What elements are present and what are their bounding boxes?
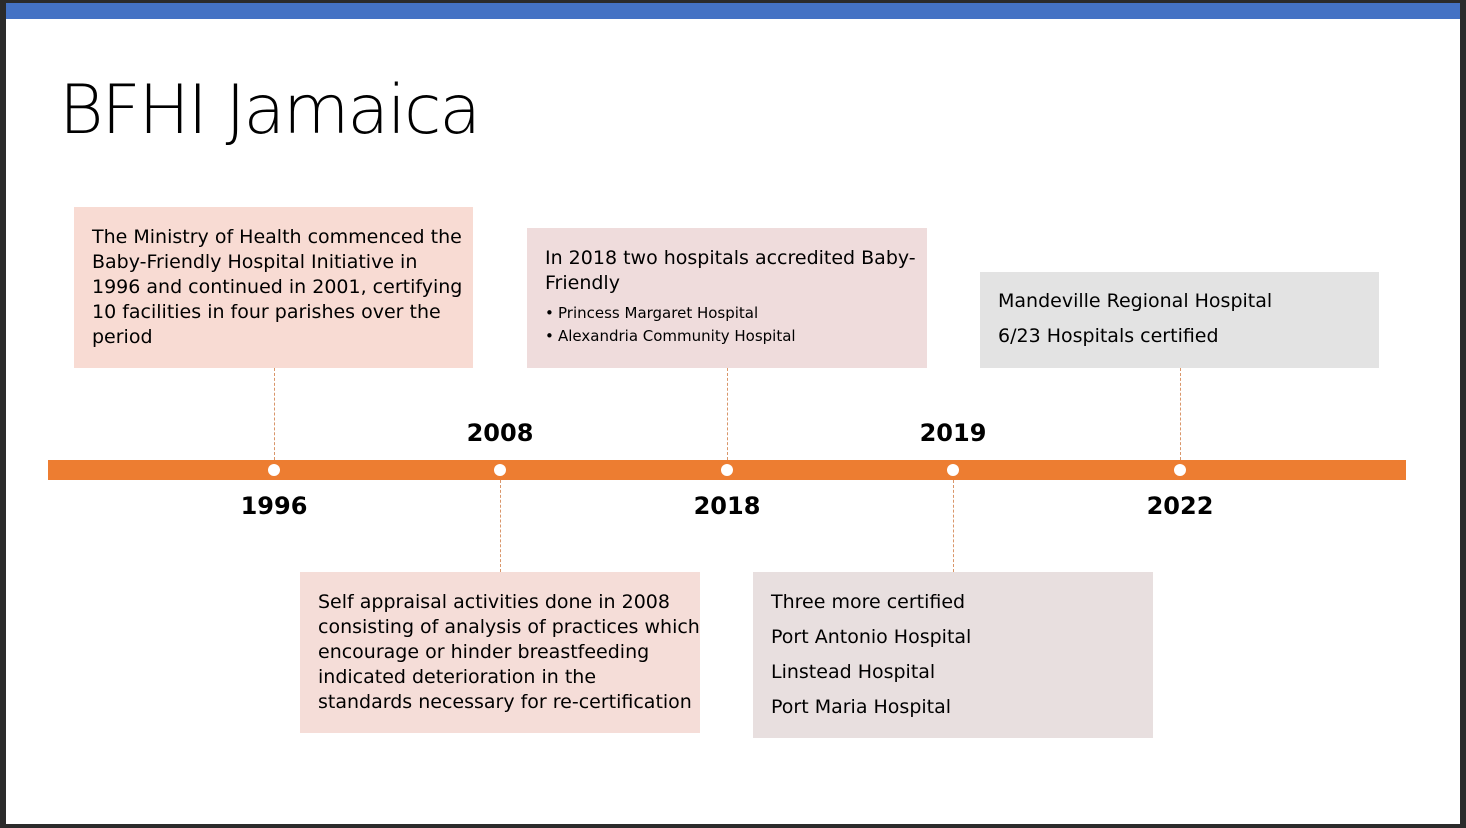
event-text-line: In 2018 two hospitals accredited Baby- [545, 247, 916, 269]
hospital-bullet-list [545, 302, 909, 348]
event-box-2022 [980, 272, 1379, 368]
connector-2018 [727, 368, 728, 460]
event-text-line: Friendly [545, 272, 620, 294]
event-text-line: 6/23 Hospitals certified [998, 325, 1219, 347]
connector-2022 [1180, 368, 1181, 460]
connector-1996 [274, 368, 275, 460]
event-box-2008 [300, 572, 700, 733]
event-text-line: Port Maria Hospital [771, 696, 952, 718]
connector-2008 [500, 480, 501, 572]
timeline-dot-2018 [721, 464, 733, 476]
timeline-dot-2022 [1174, 464, 1186, 476]
event-text-line: Self appraisal activities done in 2008 [318, 591, 670, 613]
accent-bar [6, 3, 1460, 19]
slide [6, 3, 1460, 824]
year-label-2022: 2022 [1146, 492, 1214, 520]
bullet-item [545, 302, 909, 325]
event-text-line: 1996 and continued in 2001, certifying [92, 276, 463, 298]
event-box-1996 [74, 207, 473, 368]
slide-title: BFHI Jamaica [59, 71, 480, 150]
bullet-text: Princess Margaret Hospital [558, 304, 759, 322]
year-label-2018: 2018 [693, 492, 761, 520]
bullet-icon: • [545, 304, 554, 322]
event-text-line: Port Antonio Hospital [771, 626, 972, 648]
bullet-icon: • [545, 327, 554, 345]
event-text-line: indicated deterioration in the [318, 666, 597, 688]
bullet-item [545, 325, 909, 348]
event-text-line: Three more certified [771, 591, 966, 613]
year-label-2008: 2008 [466, 419, 534, 447]
timeline-dot-1996 [268, 464, 280, 476]
year-label-2019: 2019 [919, 419, 987, 447]
event-box-2019 [753, 572, 1153, 738]
year-label-1996: 1996 [240, 492, 308, 520]
event-box-2018 [527, 228, 927, 368]
connector-2019 [953, 480, 954, 572]
event-text-line: standards necessary for re-certification [318, 691, 692, 713]
timeline-dot-2008 [494, 464, 506, 476]
timeline-dot-2019 [947, 464, 959, 476]
event-text-line: consisting of analysis of practices which [318, 616, 700, 638]
bullet-text: Alexandria Community Hospital [558, 327, 796, 345]
event-text-line: Linstead Hospital [771, 661, 936, 683]
event-text-line: encourage or hinder breastfeeding [318, 641, 650, 663]
event-text-line: 10 facilities in four parishes over the [92, 301, 441, 323]
event-text-line: Mandeville Regional Hospital [998, 290, 1273, 312]
event-text-line: The Ministry of Health commenced the [92, 226, 462, 248]
event-text-line: Baby-Friendly Hospital Initiative in [92, 251, 418, 273]
event-text-line: period [92, 326, 153, 348]
